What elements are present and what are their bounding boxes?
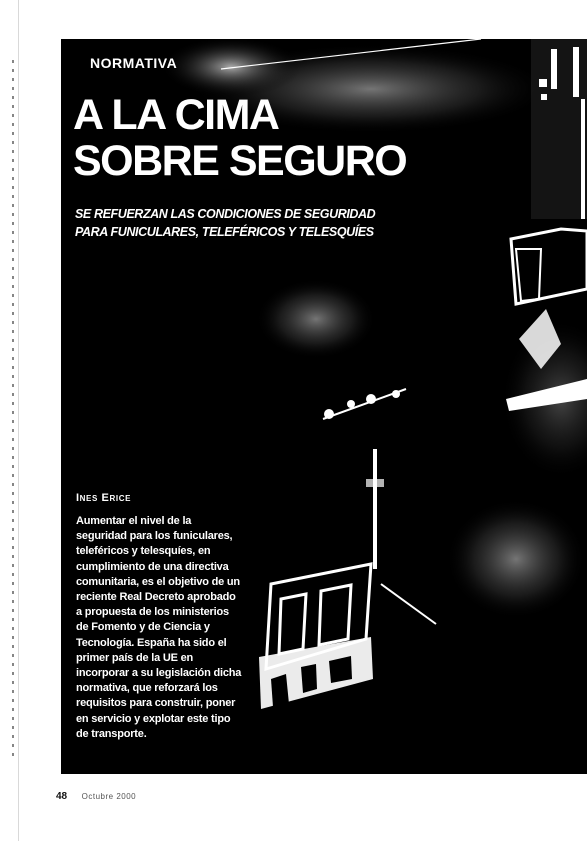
lead-line: primer país de la UE en <box>76 651 194 664</box>
cloud-lower <box>446 499 586 619</box>
lead-line: Tecnología. España ha sido el <box>76 636 227 649</box>
page-number: 48 <box>56 791 68 802</box>
article-title-line: SOBRE SEGURO <box>73 137 407 185</box>
article-subtitle-line: PARA FUNICULARES, TELEFÉRICOS Y TELESQUÍES <box>75 225 374 239</box>
lead-line: de Fomento y de Ciencia y <box>76 621 210 634</box>
lead-line: requisitos para construir, poner <box>76 697 236 710</box>
lead-line: normativa, que reforzará los <box>76 682 218 695</box>
lead-paragraph <box>76 514 251 742</box>
lead-line: en servicio y explotar este tipo <box>76 712 231 725</box>
cable-line-low <box>381 584 436 624</box>
article-subtitle <box>75 205 375 241</box>
lead-line: Aumentar el nivel de la <box>76 515 192 527</box>
lead-line: cumplimiento de una directiva <box>76 560 229 573</box>
lead-line: reciente Real Decreto aprobado <box>76 591 236 604</box>
page-footer <box>56 791 136 802</box>
author-byline: Ines Erice <box>76 492 132 504</box>
article-title-line: A LA CIMA <box>73 91 279 139</box>
scan-binding-edge <box>0 0 19 841</box>
lead-line: incorporar a su legislación dicha <box>76 667 242 680</box>
section-label: NORMATIVA <box>90 55 178 71</box>
lead-line: seguridad para los funiculares, <box>76 530 233 543</box>
lead-line: a propuesta de los ministerios <box>76 606 229 619</box>
lead-line: comunitaria, es el objetivo de un <box>76 575 240 588</box>
lower-cabin <box>259 564 373 709</box>
lead-line: de transporte. <box>76 727 147 740</box>
cable-hanger <box>323 389 406 569</box>
cloud-middle <box>256 279 376 359</box>
magazine-issue: Octubre 2000 <box>81 792 137 801</box>
article-title <box>73 92 406 184</box>
lead-line: teleféricos y telesquíes, en <box>76 545 211 558</box>
article-subtitle-line: SE REFUERZAN LAS CONDICIONES DE SEGURIDAD <box>75 207 376 221</box>
